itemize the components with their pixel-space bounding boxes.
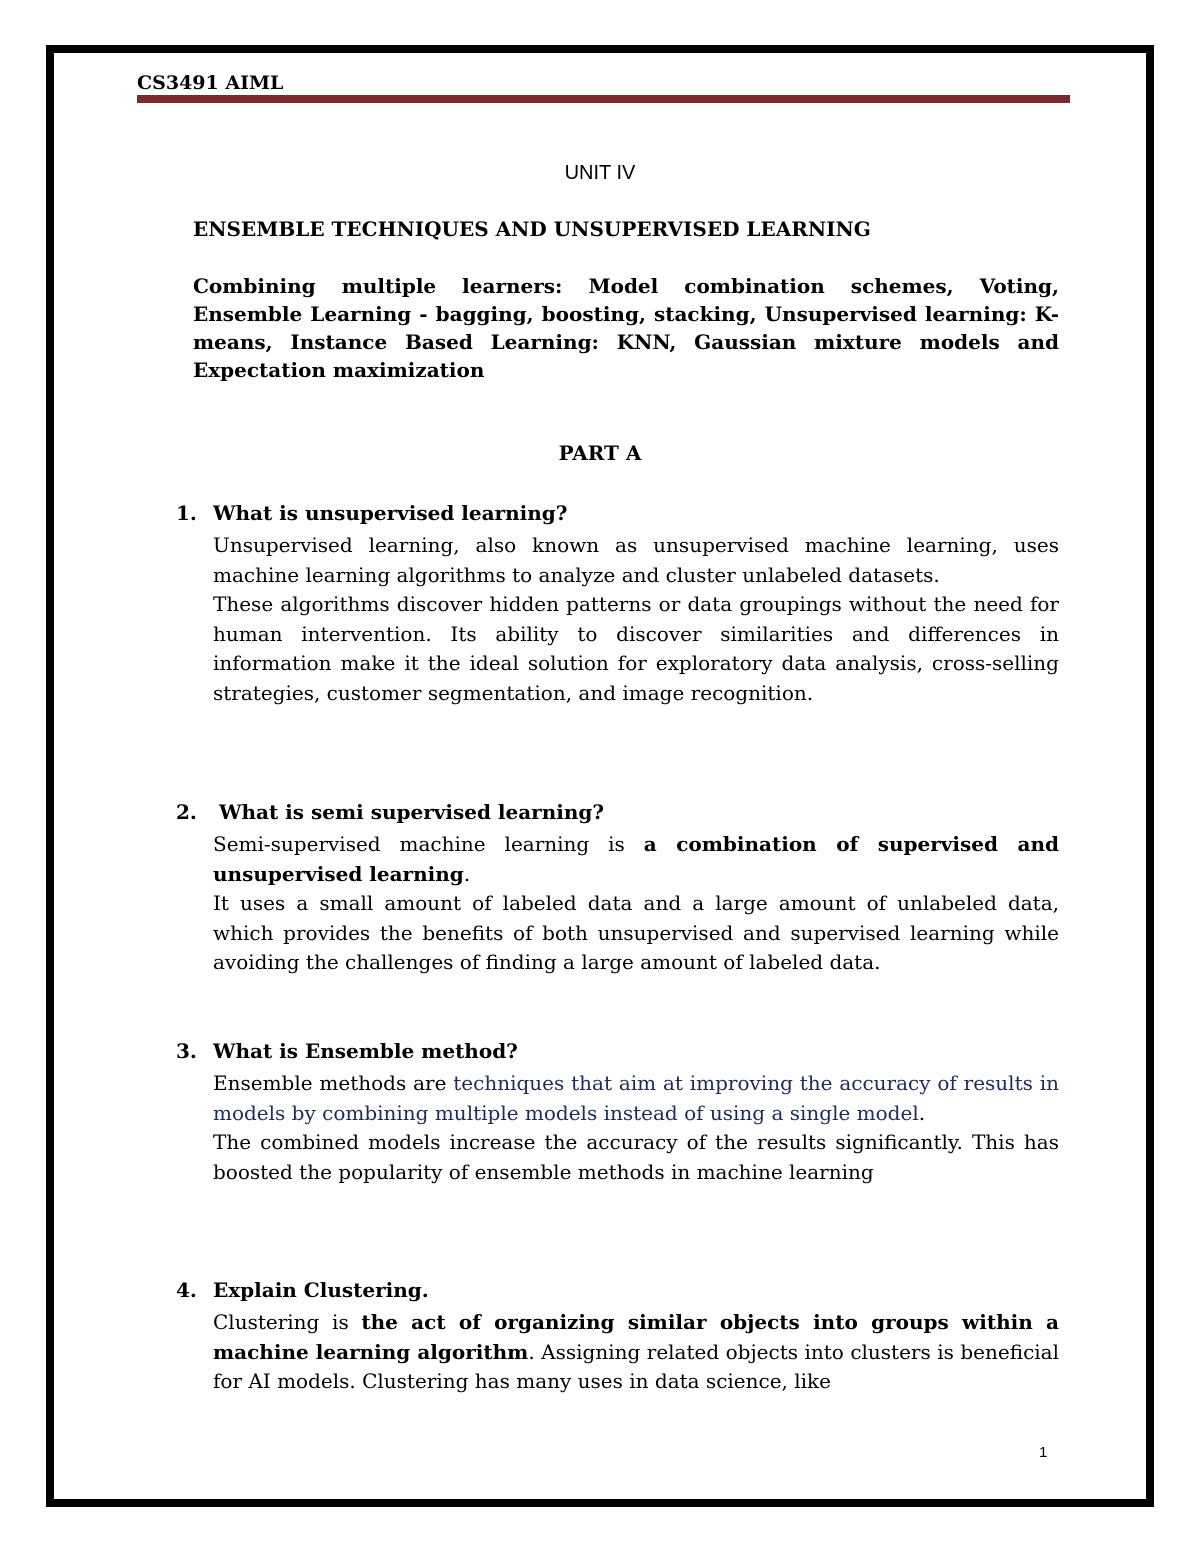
answer	[213, 1308, 1059, 1397]
header-rule	[137, 95, 1070, 103]
answer-paragraph: The combined models increase the accuracy of the results significantly. This has boosted the popularity of ensemble methods in machine learning	[213, 1130, 1059, 1184]
question-number: 2.	[176, 800, 197, 824]
question-number: 3.	[176, 1039, 197, 1063]
answer-emphasis: the act of organizing similar objects into groups within a machine learning algorithm	[213, 1310, 1059, 1364]
syllabus: Combining multiple learners: Model combination schemes, Voting, Ensemble Learning - bagging, boosting, stacking, Unsupervised learning: K-means, Instance Based Learning: KNN, Gaussian mixture models and Expectation maximization	[193, 274, 1059, 382]
answer-paragraph: Unsupervised learning, also known as unsupervised machine learning, uses machine learning algorithms to analyze and cluster unlabeled datasets.	[213, 533, 1059, 587]
page-number: 1	[1039, 1444, 1048, 1461]
answer-text: .	[463, 861, 471, 886]
question-title: Explain Clustering.	[213, 1278, 429, 1302]
answer-paragraph	[213, 830, 1059, 889]
answer-paragraph: These algorithms discover hidden patterns or data groupings without the need for human intervention. Its ability to discover similarities and differences in information make it the ideal solution for exploratory data analysis, cross-selling strategies, customer segmentation, and image recognition.	[213, 592, 1059, 705]
question-number: 4.	[176, 1278, 197, 1302]
answer-text: . Assigning related objects into clusters is beneficial for AI models. Clustering has many uses in data science, like	[213, 1339, 1059, 1393]
answer-paragraph: It uses a small amount of labeled data and a large amount of unlabeled data, which provides the benefits of both unsupervised and supervised learning while avoiding the challenges of finding a large amount of labeled data.	[213, 891, 1059, 974]
answer-emphasis: a combination of supervised and unsupervised learning	[213, 832, 1059, 886]
answer	[213, 1069, 1059, 1187]
answer-text: Clustering is	[213, 1310, 362, 1334]
question-title: What is Ensemble method?	[213, 1039, 518, 1063]
answer-paragraph	[213, 1308, 1059, 1397]
answer-text: Ensemble methods are	[213, 1071, 454, 1095]
question-title: What is unsupervised learning?	[213, 501, 568, 525]
unit-title: ENSEMBLE TECHNIQUES AND UNSUPERVISED LEARNING	[193, 217, 871, 241]
question-title: What is semi supervised learning?	[219, 800, 605, 824]
unit-heading: UNIT IV	[564, 162, 636, 184]
answer	[213, 531, 1059, 708]
answer-emphasis: techniques that aim at improving the accuracy of results in models by combining multiple models instead of using a single model	[213, 1071, 1059, 1125]
question-number: 1.	[176, 501, 197, 525]
part-heading: PART A	[558, 441, 642, 465]
answer-text: Semi-supervised machine learning is	[213, 832, 644, 856]
course-header: CS3491 AIML	[137, 72, 284, 94]
answer-text: .	[918, 1100, 926, 1125]
answer	[213, 830, 1059, 978]
answer-paragraph	[213, 1069, 1059, 1128]
